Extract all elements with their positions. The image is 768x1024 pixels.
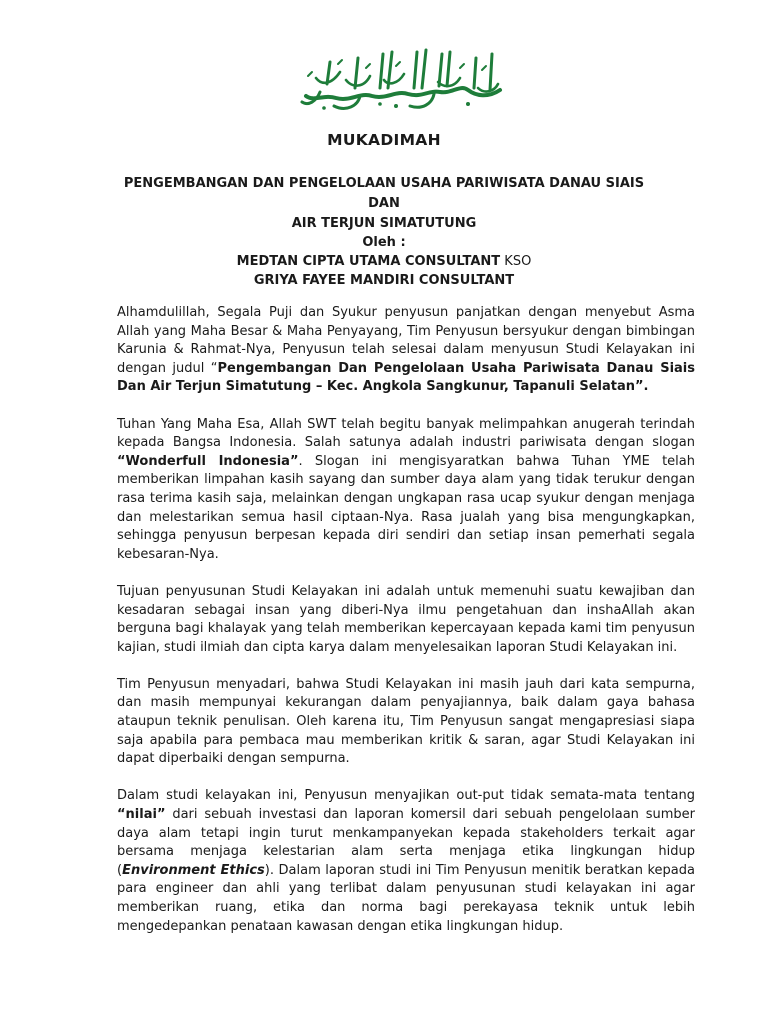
paragraph-2-text-a: Tuhan Yang Maha Esa, Allah SWT telah begitu banyak melimpahkan anugerah terindah kepada Bangsa Indonesia. Salah satunya adalah industri pariwisata dengan slogan [117,416,695,451]
oleh-label: Oleh : [362,235,406,250]
paragraph-1 [117,304,695,397]
paragraph-5-text-c: dari sebuah investasi dan laporan komersil dari sebuah pengelolaan sumber daya alam tetapi ingin turut menkampanyekan kepada stakeholders terkait agar bersama menjaga kelestarian alam serta menjaga etika lingkungan hidup ( [117,807,695,878]
subtitle-line-1: PENGEMBANGAN DAN PENGELOLAAN USAHA PARIWISATA DANAU SIAIS DAN [123,176,645,211]
page-title: MUKADIMAH [327,131,441,149]
basmala-calligraphy-graphic [300,44,505,116]
paragraph-5-ethics-bold-italic: Environment Ethics [122,862,265,878]
paragraph-1-text-a: Alhamdulillah, Segala Puji dan Syukur penyusun panjatkan dengan menyebut Asma Allah yang Maha Besar & Maha Penyayang, Tim Penyusun bersyukur dengan bimbingan Karunia & Rahmat-Nya, Penyusun telah selesai dalam menyusun Studi Kelayakan ini dengan judul “ [117,305,695,376]
paragraph-2 [117,416,695,565]
author-1 [110,252,658,271]
paragraph-5 [117,787,695,936]
subtitle-line-2: AIR TERJUN SIMATUTUNG [291,216,477,231]
paragraph-1-title-bold: Pengembangan Dan Pengelolaan Usaha Pariwisata Danau Siais Dan Air Terjun Simatutung – Kec. Angkola Sangkunur, Tapanuli Selatan [117,360,695,395]
paragraph-5-text-a: Dalam studi kelayakan ini, Penyusun menyajikan out-put tidak semata-mata tentang [117,788,695,804]
paragraph-4: Tim Penyusun menyadari, bahwa Studi Kelayakan ini masih jauh dari kata sempurna, dan masih mempunyai kekurangan dalam penyajiannya, baik dalam gaya bahasa ataupun teknik penulisan. Oleh karena itu, Tim Penyusun sangat mengapresiasi siapa saja apabila para pembaca mau memberikan kritik & saran, agar Studi Kelayakan ini dapat diperbaiki dengan sempurna. [117,676,695,767]
paragraph-1-text-c: ”. [635,379,649,395]
basmala-calligraphy-icon [300,44,505,116]
paragraph-5-text-e: ). Dalam laporan studi ini Tim Penyusun menitik beratkan kepada para engineer dan ahli yang terlibat dalam penyusunan studi kelayakan ini agar memberikan ruang, etika dan norma bagi perekayasa teknik untuk lebih mengedepankan penataan kawasan dengan etika lingkungan hidup. [117,862,695,934]
body-text [117,304,695,955]
paragraph-2-text-c: . Slogan ini mengisyaratkan bahwa Tuhan YME telah memberikan limpahan kasih sayang dan sumber daya alam yang tidak terukur dengan rasa terima kasih saja, melainkan dengan ungkapan rasa ucap syukur dengan menjaga dan melestarikan semua hasil ciptaan-Nya. Rasa jualah yang bisa mengungkapkan, sehingga penyusun berpesan kepada diri sendiri dan setiap insan pemerhati segala kebesaran-Nya. [117,453,695,562]
author-2: GRIYA FAYEE MANDIRI CONSULTANT [253,273,515,288]
paragraph-3: Tujuan penyusunan Studi Kelayakan ini adalah untuk memenuhi suatu kewajiban dan kesadaran sebagai insan yang diberi-Nya ilmu pengetahuan dan inshaAllah akan berguna bagi khalayak yang telah memberikan kepercayaan kepada kami tim penyusun kajian, studi ilmiah dan cipta karya dalam menyelesaikan laporan Studi Kelayakan ini. [117,583,695,655]
paragraph-2-slogan-bold: “Wonderfull Indonesia” [117,453,299,469]
document-subtitle [110,174,658,234]
authors-block [110,233,658,290]
author-1-suffix: KSO [500,254,532,269]
paragraph-5-nilai-bold: “nilai” [117,807,166,823]
author-1-name: MEDTAN CIPTA UTAMA CONSULTANT [236,254,501,269]
